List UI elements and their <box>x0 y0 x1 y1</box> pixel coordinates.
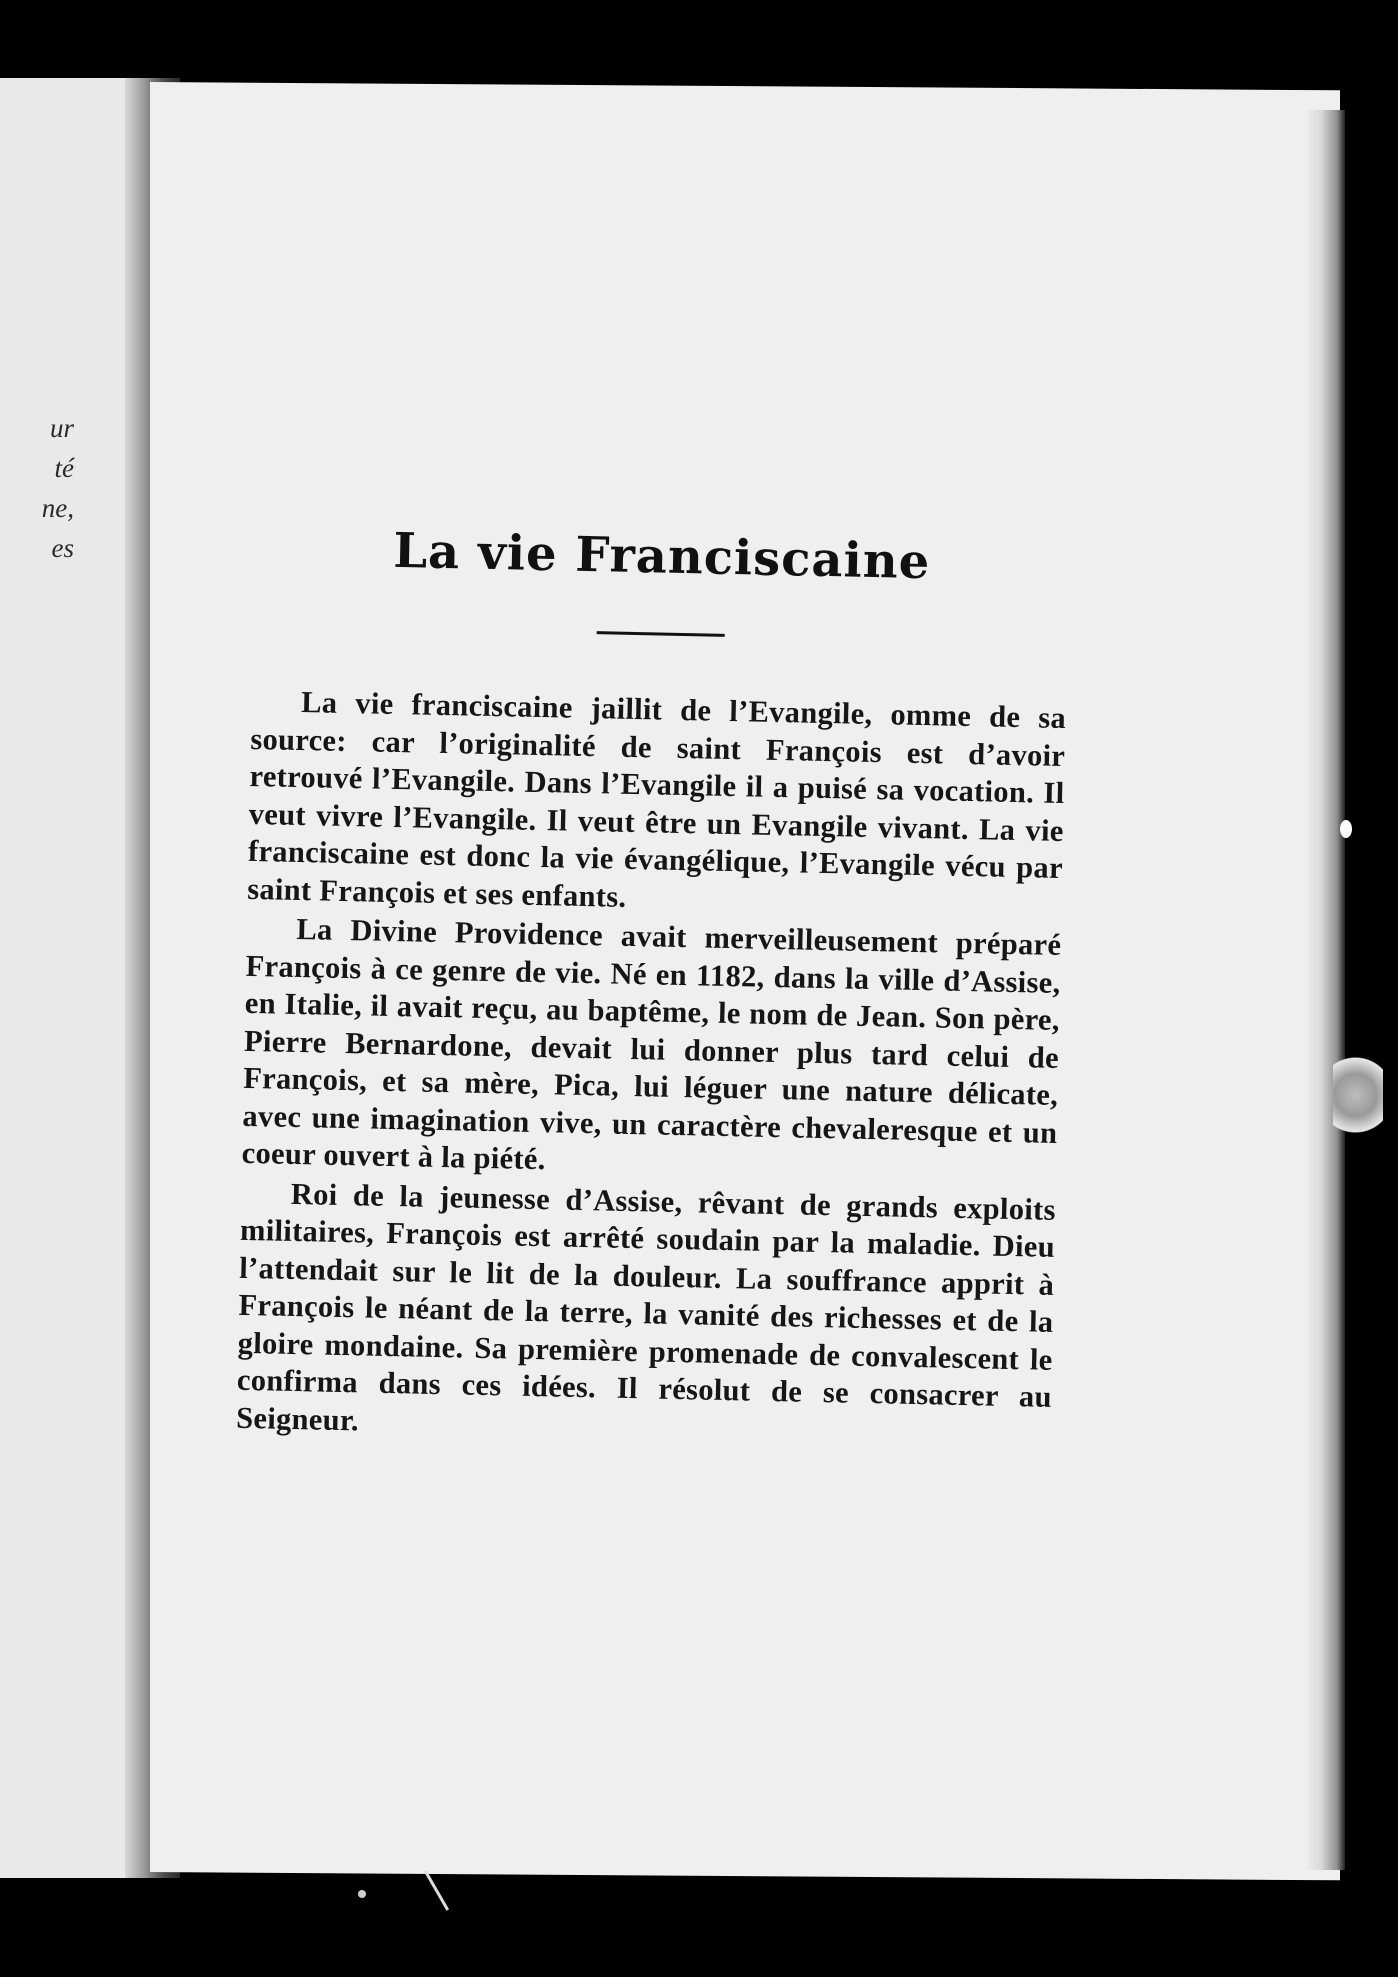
edge-spot <box>1340 820 1352 838</box>
paragraph-2: La Divine Providence avait merveilleusement préparé François à ce genre de vie. Né en 1182, dans la ville d’Assise, en Italie, il avait reçu, au baptême, le nom de Jean. Son père, Pierre Bernardone, devait lui donner plus tard celui de François, et sa mère, Pica, lui léguer une nature délicate, avec une imagination vive, un caractère chevaleresque et un coeur ouvert à la piété. <box>241 911 1062 1177</box>
paragraph-3: Roi de la jeunesse d’Assise, rêvant de grands exploits militaires, François est arrêté soudain par la maladie. Dieu l’attendait sur le lit de la douleur. La souffrance apprit à François le néant de la terre, la vanité des richesses et de la gloire mondaine. Sa première promenade de convalescent le confirma dans ces idées. Il résolut de se consacrer au Seigneur. <box>235 1176 1057 1437</box>
left-fragment-2: té <box>54 453 74 483</box>
left-page-text-fragments <box>14 408 74 568</box>
left-fragment-3: ne, <box>41 493 74 523</box>
page-edge-shadow <box>1305 110 1345 1870</box>
page-content <box>236 520 1070 1454</box>
scan-artifacts <box>350 1860 470 1930</box>
scan-artifact-line <box>424 1870 449 1910</box>
left-fragment-4: es <box>51 533 74 563</box>
scan-artifact-dot <box>358 1890 366 1898</box>
paragraph-1: La vie franciscaine jaillit de l’Evangile, omme de sa source: car l’originalité de saint François est d’avoir retrouvé l’Evangile. Dans l’Evangile il a puisé sa vocation. Il veut vivre l’Evangile. Il veut être un Evangile vivant. La vie franciscaine est donc la vie évangélique, l’Evangile vécu par saint François et ses enfants. <box>246 685 1067 914</box>
title-rule <box>596 631 724 637</box>
page-damage-mark <box>1333 1050 1383 1140</box>
left-fragment-1: ur <box>49 413 74 443</box>
page-title: La vie Franciscaine <box>392 522 931 591</box>
